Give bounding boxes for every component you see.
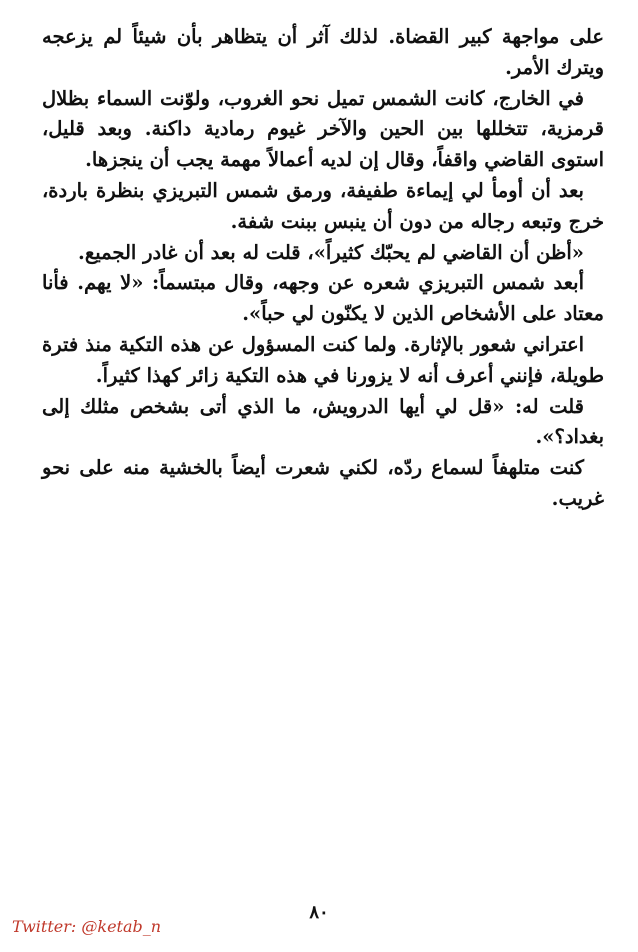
paragraph-1: على مواجهة كبير القضاة. لذلك آثر أن يتظاهر بأن شيئاً لم يزعجه ويترك الأمر. bbox=[42, 25, 604, 79]
page-number: ٨٠ bbox=[309, 902, 329, 923]
paragraph-3: بعد أن أومأ لي إيماءة طفيفة، ورمق شمس التبريزي بنظرة باردة، خرج وتبعه رجاله من دون أن ينبس ببنت شفة. bbox=[42, 178, 604, 233]
paragraph-4: «أظن أن القاضي لم يحبّك كثيراً»، قلت له بعد أن غادر الجميع. bbox=[78, 240, 584, 264]
watermark-text: Twitter: @ketab_n bbox=[12, 917, 162, 936]
paragraph-6: اعتراني شعور بالإثارة. ولما كنت المسؤول عن هذه التكية منذ فترة طويلة، فإنني أعرف أنه لا يزورنا في هذه التكية زائر كهذا كثيراً. bbox=[42, 332, 604, 387]
paragraph-7: قلت له: «قل لي أيها الدرويش، ما الذي أتى بشخص مثلك إلى بغداد؟». bbox=[42, 394, 604, 449]
paragraph-5: أبعد شمس التبريزي شعره عن وجهه، وقال مبتسماً: «لا يهم. فأنا معتاد على الأشخاص الذين لا يكنّون لي حباً». bbox=[42, 271, 604, 326]
body-text bbox=[42, 22, 604, 515]
paragraph-8: كنت متلهفاً لسماع ردّه، لكني شعرت أيضاً بالخشية منه على نحو غريب. bbox=[42, 456, 604, 510]
paragraph-2: في الخارج، كانت الشمس تميل نحو الغروب، ولوّنت السماء بظلال قرمزية، تتخللها بين الحين والآخر غيوم رمادية داكنة. وبعد قليل، استوى القاضي واقفاً، وقال إن لديه أعمالاً مهمة يجب أن ينجزها. bbox=[42, 86, 605, 172]
